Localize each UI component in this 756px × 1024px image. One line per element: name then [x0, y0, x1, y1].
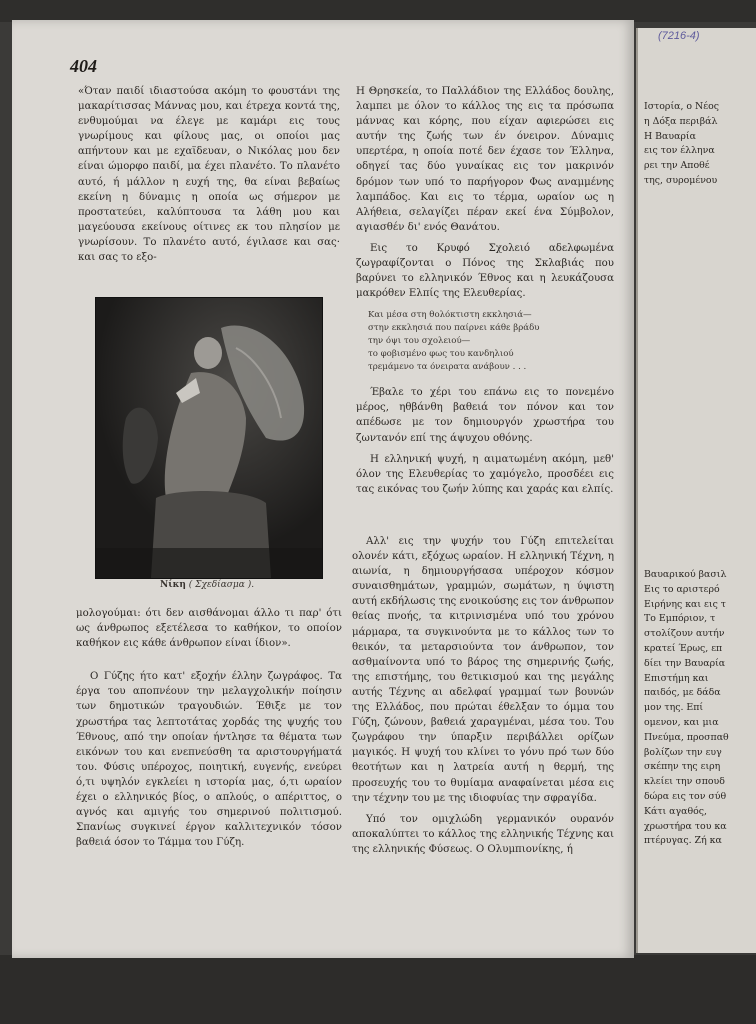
- painting-image: [95, 297, 323, 579]
- right-column-bottom: [352, 534, 614, 863]
- right-line: Το Εμπόριον, τ: [644, 613, 716, 625]
- paragraph: Ο Γύζης ήτο κατ' εξοχήν έλλην ζωγράφος. Τα έργα του αποπνέουν την μελαγχολικήν ποίησιν των δημοτικών τραγουδιών. Έθιξε με τον χρωστήρα τας λεπτοτάτας χορδάς της ψυχής του Έθνους, από την οποίαν ήντλησε τα θέματα των εικόνων του και ενεπνεύσθη τα αριστουργήματά του. Φύσις υπέροχος, ποιητική, ευγενής, ενεύρει ό,τι υψηλόν εγκλείει η ιστορία μας, ό,τι ωραίον έχει ο ελληνικός βίος, ο απλούς, ο απέριττος, ο αγνός και αμιγής του σημερινού πολιτισμού. Σπανίως συγκινεί έργον καλλιτεχνικόν τόσον βαθειά όσον το Τάμμα του Γύζη.: [76, 671, 342, 849]
- right-line: στολίζουν αυτήν: [644, 628, 725, 640]
- caption-note: ( Σχεδίασμα ).: [188, 580, 255, 590]
- caption-title: Νίκη: [160, 580, 186, 590]
- poem-line: τρεμάμενο τα όνειρατα ανάβουν . . .: [368, 361, 527, 372]
- right-column-top: [356, 84, 614, 503]
- paragraph: μολογούμαι: ότι δεν αισθάνομαι άλλο τι παρ' ότι ως άνθρωπος εξετέλεσα το καθήκον, το οποίον καθήκον εις κάθε άνθρωπον είναι ίδιον».: [76, 608, 342, 650]
- right-line: Βαυαρικού βασιλ: [644, 569, 727, 580]
- archive-stamp: (7216-4): [658, 30, 700, 42]
- right-line: η Δόξα περιβάλ: [644, 115, 718, 127]
- right-line: Κάτι αγαθός,: [644, 805, 707, 817]
- right-line: Πνεύμα, προσπαθ: [644, 731, 729, 743]
- paragraph: Αλλ' εις την ψυχήν του Γύζη επιτελείται ολονέν κάτι, εξόχως ωραίον. Η ελληνική Τέχνη, η αιωνία, η δημιουργήσασα υπέροχον κόσμον συναισθημάτων, γραμμών, σωμάτων, η ύψιστη αυτή εκδήλωσις της ενοικούσης εις τον άνθρωπον θείας πνοής, τα κιτρινισμένα υπό του χρόνου μάρμαρα, τα συγκινούντα με το κάλλος των το θεικόν, τα μεταρσιούντα τον άνθρωπον, τον ασθμαίνοντα υπό το βάρος της σημερινής ζωής, της επιστήμης, του θετικισμού και της μεγάλης αυτής Τέχνης αι αδελφαί γραμμαί των βουνών της Ελλάδος, που πρώται έθελξαν το όμμα του Γύζη, ζώνουν, βαθειά χαραγμέναι, μέσα του. Του ζωγράφου την ύπαρξιν περιβάλλει ορίζων μαγικός. Η ψυχή του κλίνει το γόνυ πρό των δύο θεοτήτων και η λατρεία αυτή η θερμή, της προσευχής του το θυμίαμα αναφαίνεται μέσα εις την τέχνην του με της ιδιοφυίας την σφραγίδα.: [352, 536, 614, 804]
- right-line: κρατεί Έρως, επ: [644, 642, 723, 654]
- bottom-background-band: [0, 955, 756, 1024]
- right-line: δώρα εις τον σύθ: [644, 790, 727, 802]
- right-line: Ιστορία, ο Νέος: [644, 101, 719, 112]
- paragraph: «Όταν παιδί ιδιαστούσα ακόμη το φουστάνι της μακαρίτισσας Μάννας μου, και έτρεχα κοντά της, ενθυμούμαι να έλεγε με καμάρι εις τους γνωρίμους και φίλους μας, οι οποίοι μας απήντουν και με εχαϊδευαν, ο Νικόλας μου δεν είναι ώμορφο παιδί, μα έχει πλανέτο. Το πλανέτο αυτό, ή μάλλον η ευχή της, θα είναι βεβαίως εκείνη η δύναμις η οποία ως σήμερον με προστατεύει, καλύπτουσα τα λάθη μου και μαγεύουσα εκείνους οίτινες εκ του πλησίον με γνωρίσουν. Το πλανέτο αυτό, έγιλασε και σας· και σας το εξο-: [78, 86, 340, 264]
- right-page-bottom-text: [644, 568, 729, 849]
- paragraph: Η ελληνική ψυχή, η αιματωμένη ακόμη, μεθ' όλον της Ελευθερίας το χαμόγελο, προσδέει εις τας εικόνας του ζωήν λύπης και χαράς και ελπίς.: [356, 453, 614, 495]
- poem-line: την όψι του σχολειού—: [368, 335, 471, 346]
- page-number: 404: [70, 56, 97, 76]
- right-line: Ειρήνης και εις τ: [644, 598, 726, 610]
- right-line: ρει την Αποθέ: [644, 160, 710, 172]
- painting-caption: [160, 580, 254, 590]
- paragraph: Η Θρησκεία, το Παλλάδιον της Ελλάδος δουλης, λαμπει με όλον το κάλλος της εις τα πρόσωπα μάννας και κόρης, που είχαν αφιερώσει εις αυτήν της ζωής των έν όνειρον. Δύναμις υπερτέρα, η οποία ποτέ δεν έχασε τον Έλληνα, οδηγεί τας δύο γυναίκας εις τον μακρινόν δρόμον των υπό το παρήγορον Φως αναμμένης λαμπάδος. Και εις το τέρμα, ωραίον ως η Αλήθεια, σελαγίζει πέραν εκεί ένα Σύμβολον, αγιασθέν δι' ενός Θανάτου.: [356, 86, 614, 233]
- right-line: σκέπην της ειρη: [644, 761, 721, 773]
- right-line: μον της. Επί: [644, 702, 704, 714]
- right-line: Επιστήμη και: [644, 672, 709, 684]
- right-line: παιδός, με δάδα: [644, 687, 721, 699]
- paragraph: Έβαλε το χέρι του επάνω εις το πονεμένο μέρος, ηθβάνθη βαθειά τον πόνον και τον απέδωσε με τον δημιουργόν χρωστήρα του ζωντανόν επί της άψυχου οθόνης.: [356, 387, 614, 444]
- right-page-fragment: [636, 28, 756, 953]
- right-line: χρωστήρα του κα: [644, 820, 727, 832]
- right-page-top-text: [644, 100, 719, 189]
- right-line: εις τον έλληνα: [644, 145, 715, 157]
- right-line: ομενον, και μια: [644, 716, 719, 728]
- left-column-bottom: [76, 606, 342, 856]
- right-line: πτέρυγας. Ζή κα: [644, 835, 722, 847]
- poem-line: στην εκκλησιά που παίρνει κάθε βράδυ: [368, 323, 540, 334]
- poem-quote: [368, 309, 614, 373]
- top-background-band: [0, 0, 756, 22]
- right-line: της, συρομένου: [644, 174, 718, 186]
- paragraph: Υπό τον ομιχλώδη γερμανικόν ουρανόν αποκαλύπτει το κάλλος της ελληνικής Τέχνης και της ελληνικής Φύσεως. Ο Ολυμπιονίκης, ή: [352, 813, 614, 855]
- left-column-top: [78, 84, 340, 271]
- right-line: Η Βαυαρία: [644, 130, 696, 142]
- right-line: δίει την Βαυαρία: [644, 657, 726, 669]
- angel-figure-illustration: [96, 298, 322, 578]
- right-line: Εις το αριστερό: [644, 583, 720, 595]
- right-line: κλείει την σπουδ: [644, 776, 725, 788]
- poem-line: Και μέσα στη θολόκτιστη εκκλησιά—: [368, 310, 532, 321]
- paragraph: Εις το Κρυφό Σχολειό αδελφωμένα ζωγραφίζονται ο Πόνος της Σκλαβιάς που βαρύνει το ελληνικόν Έθνος και η λευκάζουσα μακρόθεν Ελπίς της Ελευθερίας.: [356, 242, 614, 300]
- right-line: βολίζων την ευγ: [644, 746, 722, 758]
- poem-line: το φοβισμένο φως του κανδηλιού: [368, 348, 514, 359]
